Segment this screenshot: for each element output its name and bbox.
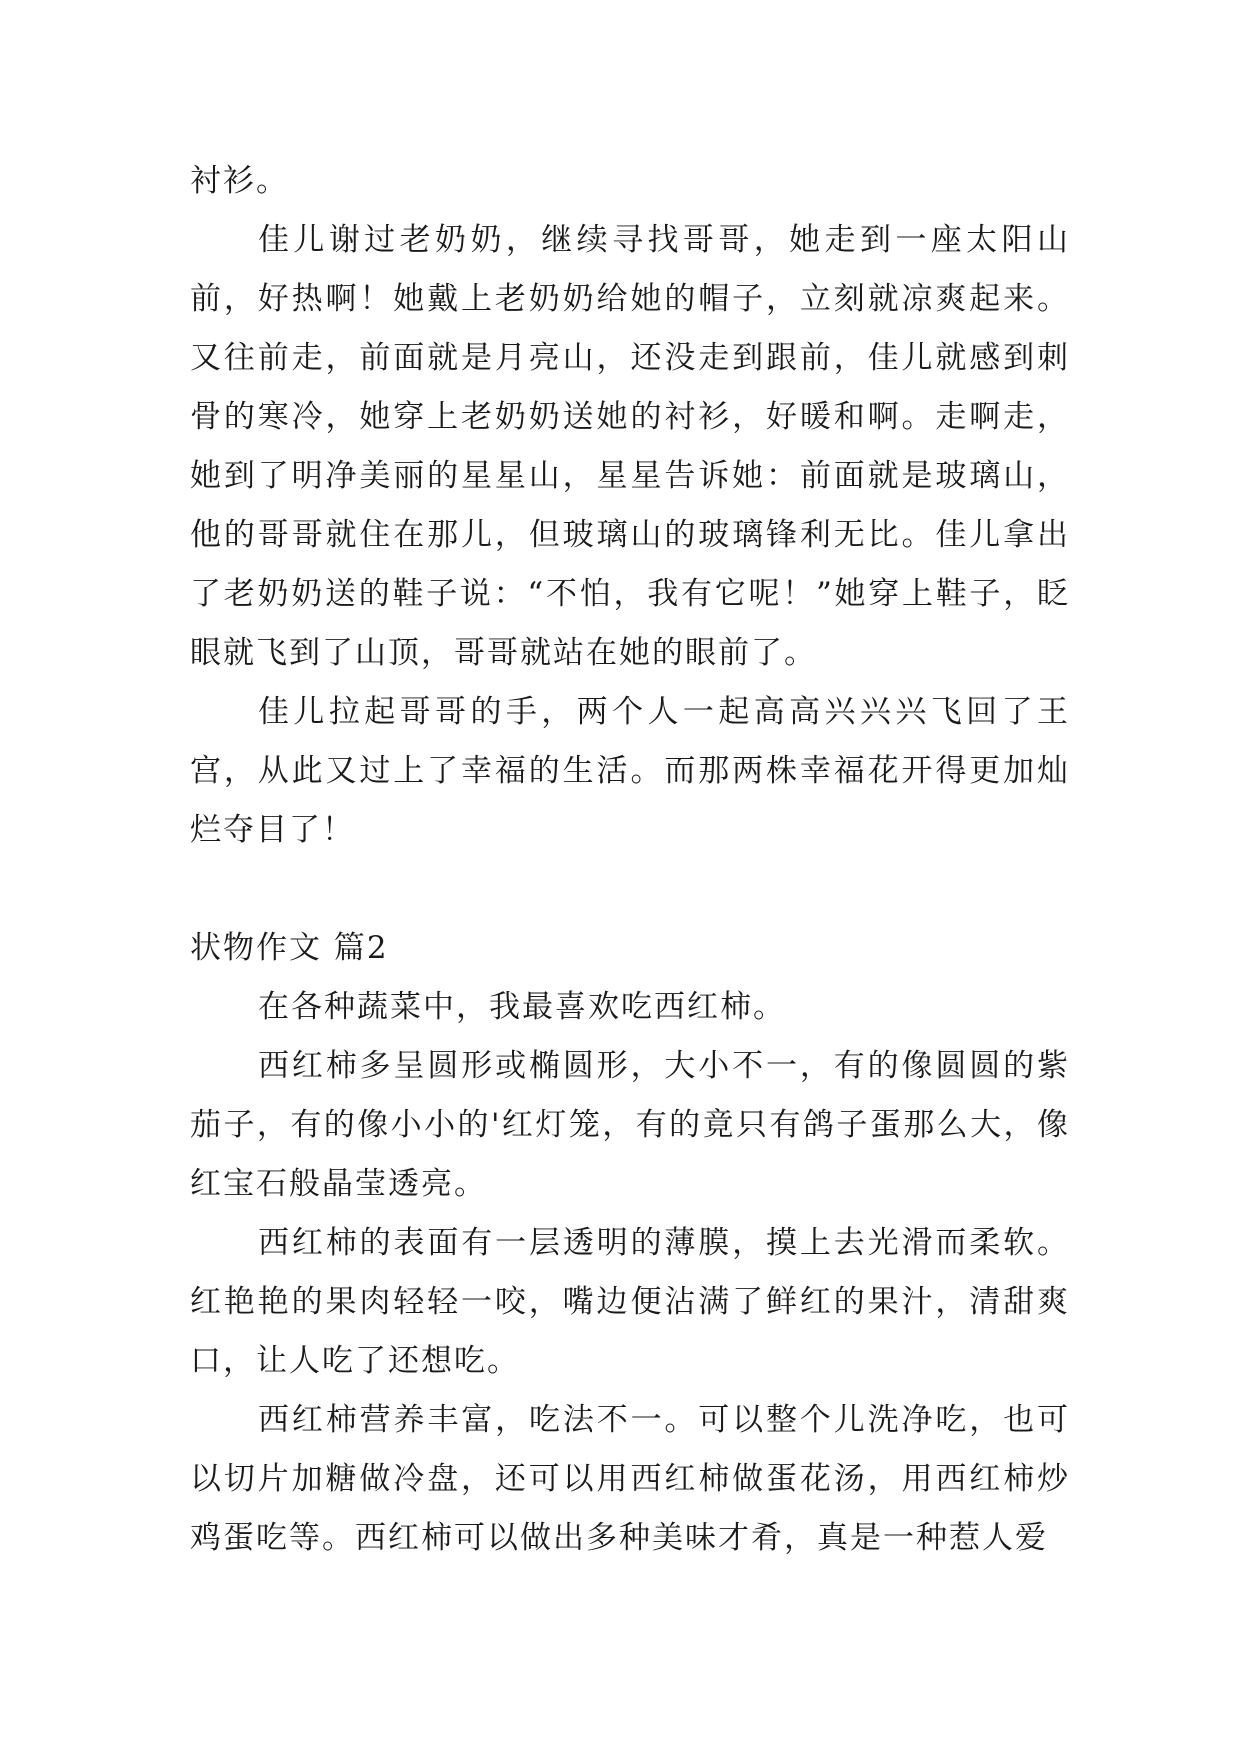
paragraph: 衬衫。: [190, 163, 289, 199]
section-heading: 状物作文 篇2: [190, 930, 389, 966]
paragraph: 在各种蔬菜中，我最喜欢吃西红柿。: [258, 989, 786, 1025]
paragraph: 佳儿谢过老奶奶，继续寻找哥哥，她走到一座太阳山前，好热啊！她戴上老奶奶给她的帽子，立刻就凉爽起来。又往前走，前面就是月亮山，还没走到跟前，佳儿就感到刺骨的寒冷，她穿上老奶奶送她的衬衫，好暖和啊。走啊走，她到了明净美丽的星星山，星星告诉她：前面就是玻璃山，他的哥哥就住在那儿，但玻璃山的玻璃锋利无比。佳儿拿出了老奶奶送的鞋子说：“不怕，我有它呢！”她穿上鞋子，眨眼就飞到了山顶，哥哥就站在她的眼前了。: [190, 222, 1070, 671]
paragraph: 佳儿拉起哥哥的手，两个人一起高高兴兴兴飞回了王宫，从此又过上了幸福的生活。而那两株幸福花开得更加灿烂夺目了！: [190, 694, 1070, 848]
paragraph: 西红柿营养丰富，吃法不一。可以整个儿洗净吃，也可以切片加糖做冷盘，还可以用西红柿做蛋花汤，用西红柿炒鸡蛋吃等。西红柿可以做出多种美味才肴，真是一种惹人爱: [190, 1402, 1070, 1556]
document-body: [190, 152, 1070, 1568]
paragraph: 西红柿的表面有一层透明的薄膜，摸上去光滑而柔软。红艳艳的果肉轻轻一咬，嘴边便沾满了鲜红的果汁，清甜爽口，让人吃了还想吃。: [190, 1225, 1070, 1379]
paragraph: 西红柿多呈圆形或椭圆形，大小不一，有的像圆圆的紫茄子，有的像小小的'红灯笼，有的竟只有鸽子蛋那么大，像红宝石般晶莹透亮。: [190, 1048, 1070, 1202]
